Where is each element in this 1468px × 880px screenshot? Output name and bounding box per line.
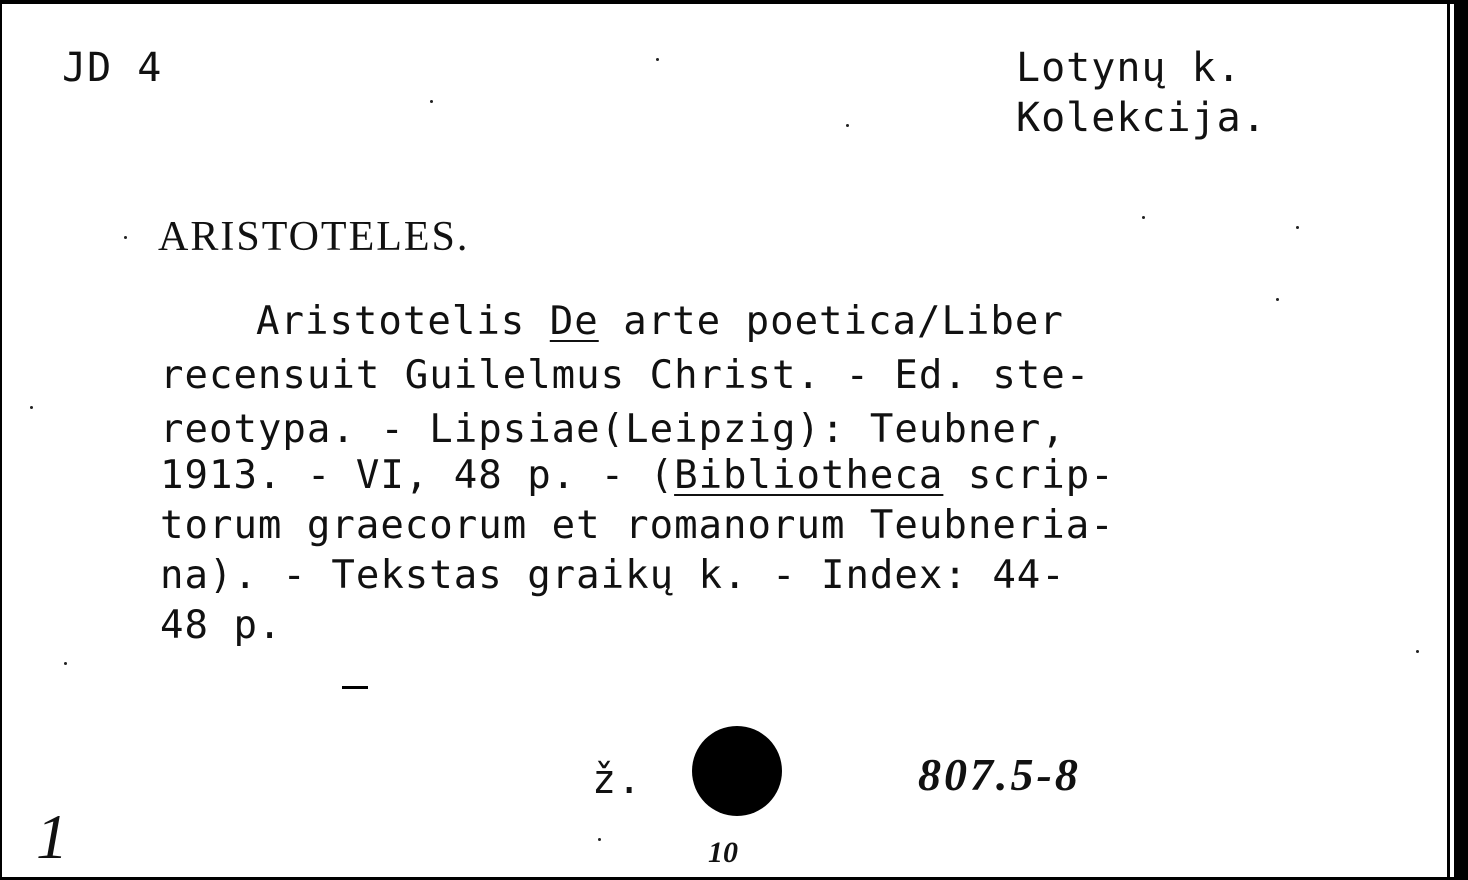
card-right-rule [1447, 0, 1450, 880]
speck [30, 406, 33, 409]
speck [846, 124, 849, 127]
hole-number: 10 [708, 836, 738, 869]
language-note: Lotynų k. [1016, 45, 1242, 91]
separator-dash [342, 686, 368, 689]
description-line-2: recensuit Guilelmus Christ. - Ed. ste- [160, 353, 1091, 398]
handwritten-number: 1 [36, 801, 69, 872]
collection-note: Kolekcija. [1016, 95, 1267, 141]
speck [64, 662, 67, 665]
speck [1276, 298, 1279, 301]
mark-letter: ž. [592, 757, 643, 803]
speck [1296, 226, 1299, 229]
speck [124, 236, 127, 239]
description-line-6: na). - Tekstas graikų k. - Index: 44- [160, 553, 1066, 598]
speck [598, 838, 601, 841]
author-heading: ARISTOTELES. [158, 214, 470, 260]
speck [1142, 216, 1145, 219]
description-line-3: reotypa. - Lipsiae(Leipzig): Teubner, [160, 407, 1066, 452]
speck [656, 58, 659, 61]
card-right-edge [1454, 0, 1468, 880]
punch-hole [692, 726, 782, 816]
speck [1416, 650, 1419, 653]
description-line-7: 48 p. [160, 603, 283, 648]
speck [430, 100, 433, 103]
description-line-4: 1913. - VI, 48 p. - (Bibliotheca scrip- [160, 453, 1115, 498]
call-number: JD 4 [62, 45, 163, 91]
shelf-mark: 807.5-8 [918, 749, 1081, 800]
description-line-5: torum graecorum et romanorum Teubneria- [160, 503, 1115, 548]
description-line-1: Aristotelis De arte poetica/Liber [256, 299, 1064, 344]
